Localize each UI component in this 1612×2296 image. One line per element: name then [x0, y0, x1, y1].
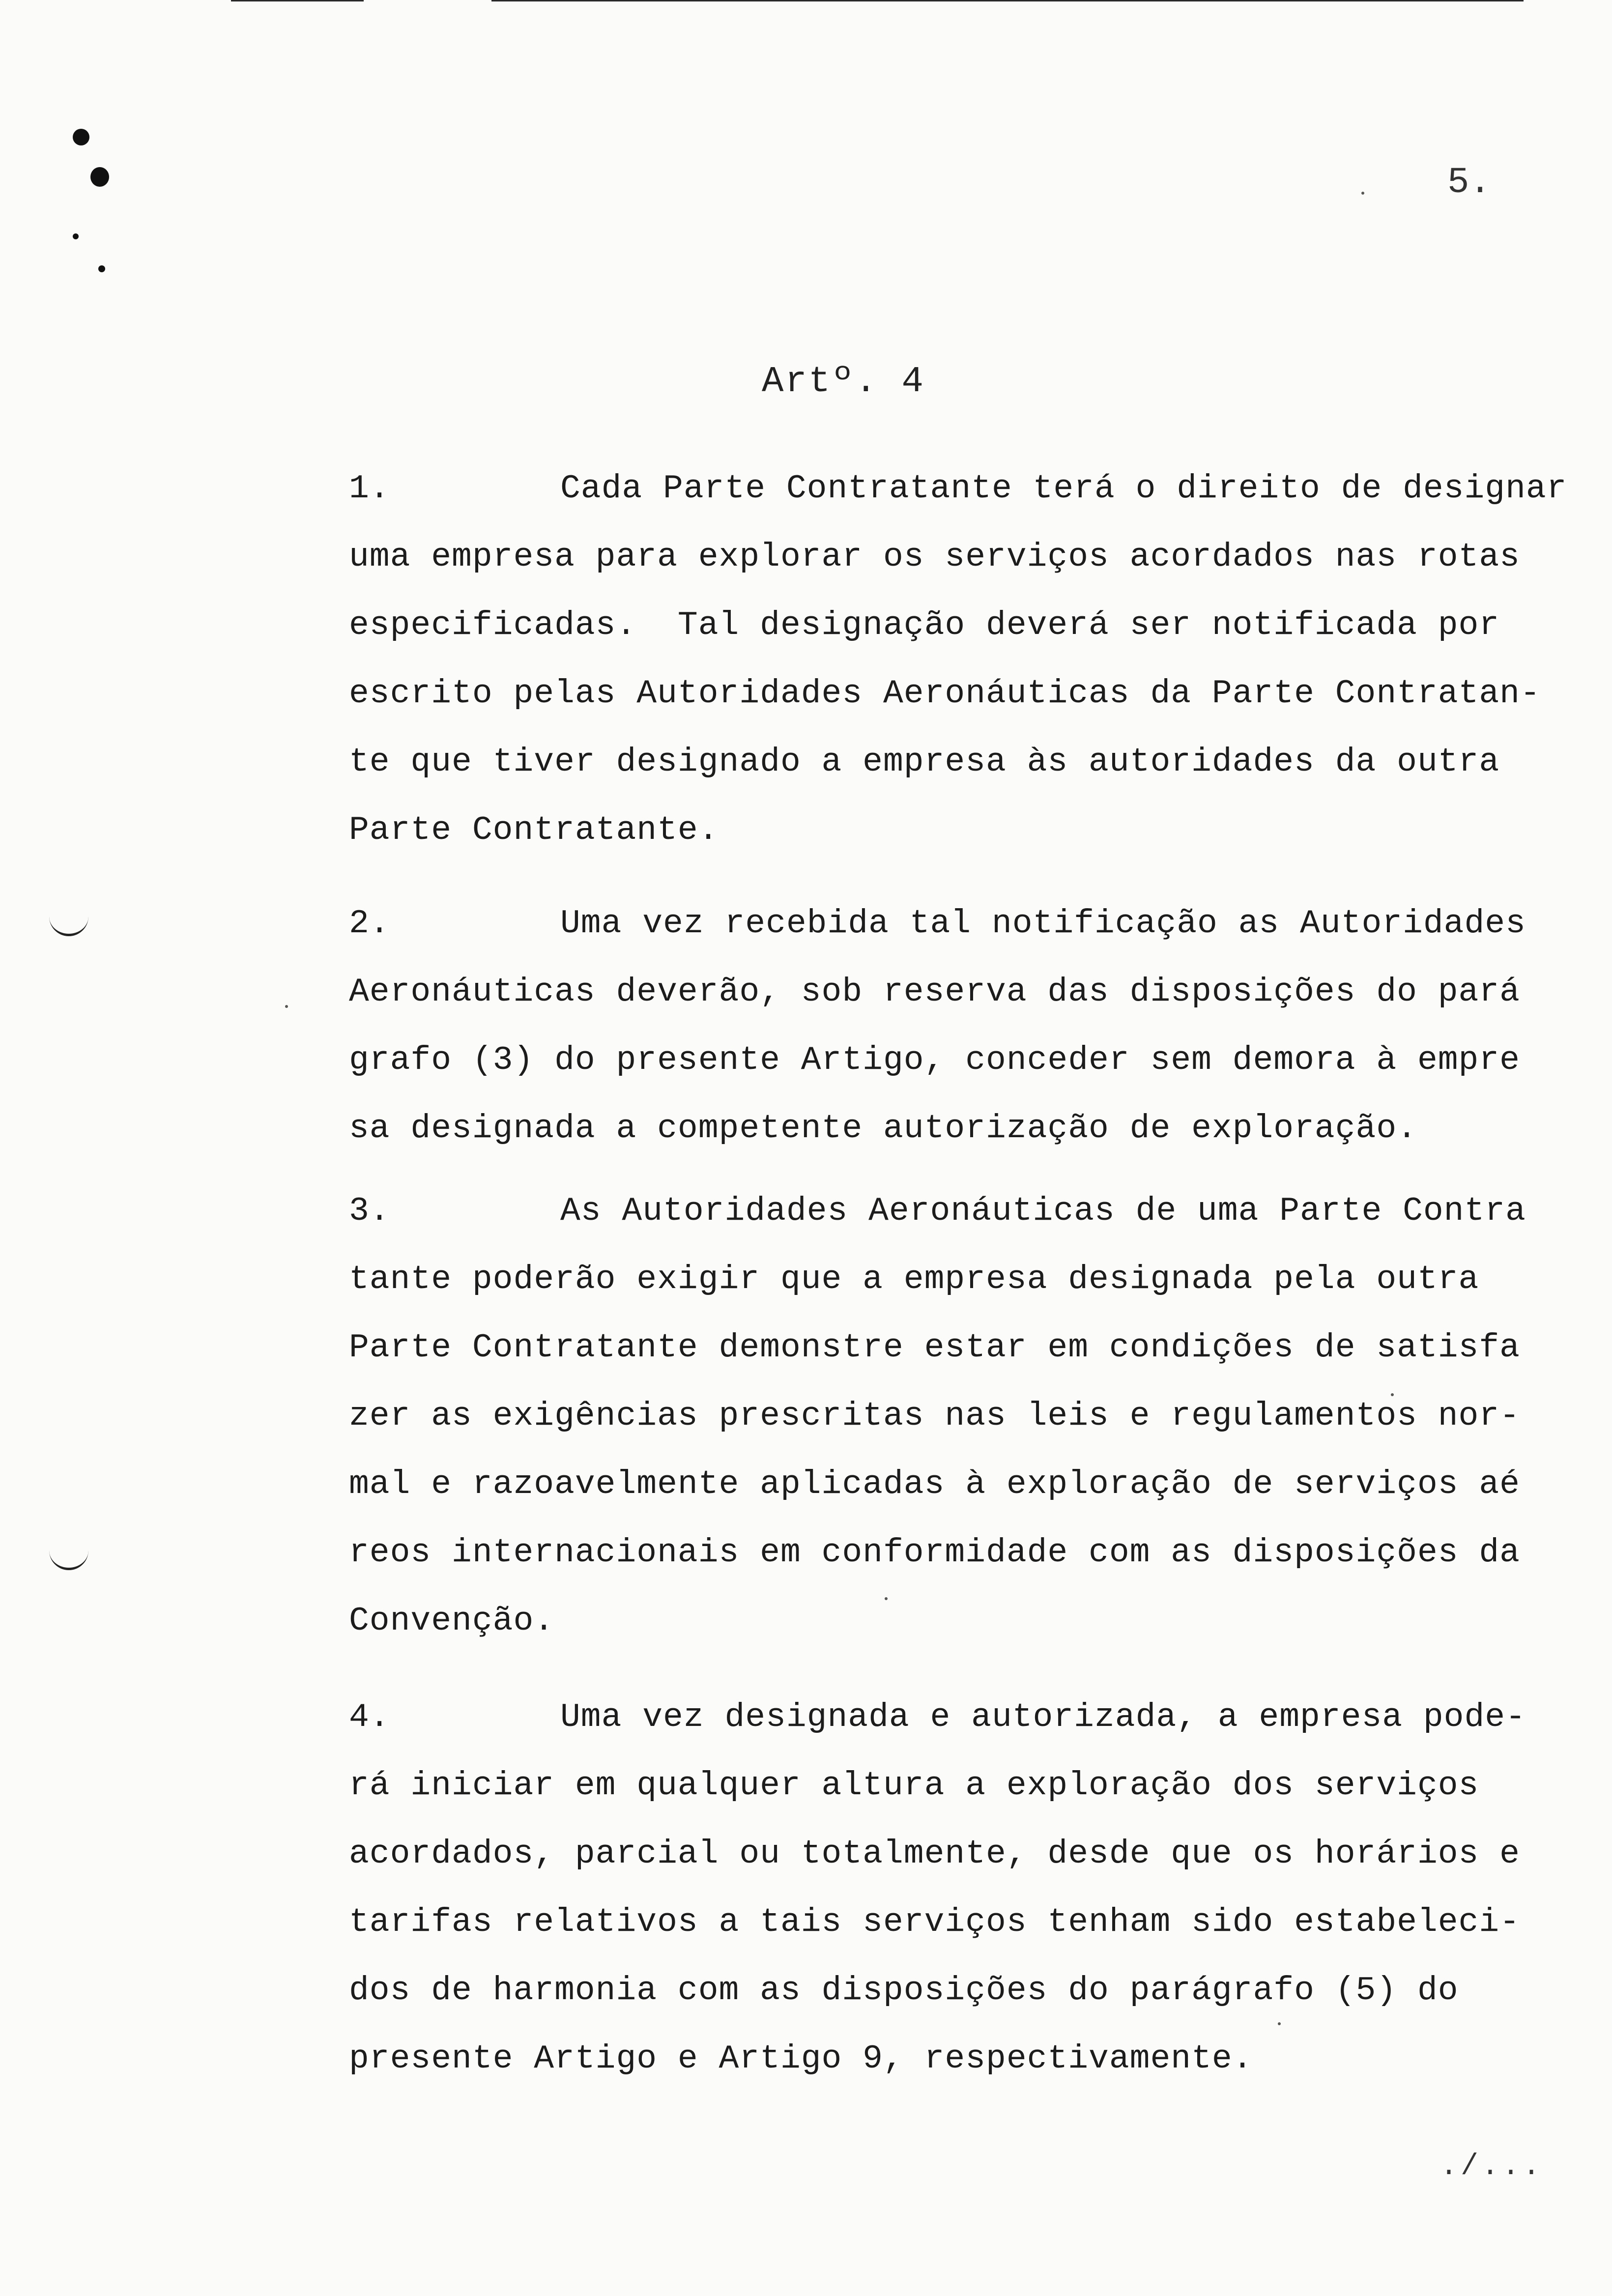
paragraph-line: te que tiver designado a empresa às autoridades da outra: [349, 743, 1500, 781]
top-edge-rule: [491, 0, 1524, 1]
page-number: 5.: [1447, 162, 1491, 203]
paragraph-line: [349, 1177, 1592, 1245]
paragraph-number: 1.: [349, 470, 390, 508]
paragraph-number: 3.: [349, 1192, 390, 1230]
paragraph-line: grafo (3) do presente Artigo, conceder sem demora à empre: [349, 1041, 1520, 1079]
paragraph-text: Uma vez designada e autorizada, a empresa pode-: [560, 1698, 1526, 1736]
paragraph-line: mal e razoavelmente aplicadas à exploração de serviços aé: [349, 1465, 1520, 1503]
paper-speck: [1361, 192, 1364, 195]
paragraph-line: tante poderão exigir que a empresa designada pela outra: [349, 1261, 1479, 1298]
paragraph-line: sa designada a competente autorização de exploração.: [349, 1110, 1417, 1148]
margin-mark: [49, 1548, 88, 1570]
paragraph-line: dos de harmonia com as disposições do parágrafo (5) do: [349, 1972, 1459, 2009]
punch-hole: [73, 233, 79, 239]
paragraph-text: Uma vez recebida tal notificação as Autoridades: [560, 905, 1526, 943]
paragraph-number: 2.: [349, 905, 390, 943]
continuation-mark: ./...: [1440, 2150, 1544, 2183]
article-heading: Artº. 4: [762, 361, 925, 402]
paragraph-line: zer as exigências prescritas nas leis e regulamentos nor-: [349, 1397, 1520, 1435]
paragraph-4: [349, 1683, 1592, 2093]
top-edge-rule: [231, 0, 364, 1]
paragraph-2: [349, 890, 1592, 1163]
paragraph-1: [349, 455, 1592, 864]
paragraph-line: tarifas relativos a tais serviços tenham sido estabeleci-: [349, 1903, 1520, 1941]
paragraph-line: Parte Contratante demonstre estar em condições de satisfa: [349, 1329, 1520, 1367]
punch-hole: [90, 167, 109, 187]
paragraph-line: [349, 890, 1592, 958]
margin-mark: [49, 914, 88, 936]
paragraph-line: [349, 1683, 1592, 1751]
paragraph-3: [349, 1177, 1592, 1655]
paragraph-line: rá iniciar em qualquer altura a exploração dos serviços: [349, 1767, 1479, 1805]
paragraph-line: Convenção.: [349, 1602, 555, 1640]
paragraph-text: As Autoridades Aeronáuticas de uma Parte Contra: [560, 1192, 1526, 1230]
paragraph-line: uma empresa para explorar os serviços acordados nas rotas: [349, 538, 1520, 576]
paper-speck: [285, 1005, 288, 1008]
paragraph-number: 4.: [349, 1698, 390, 1736]
punch-hole: [98, 265, 105, 272]
paragraph-line: reos internacionais em conformidade com as disposições da: [349, 1534, 1520, 1572]
paragraph-line: especificadas. Tal designação deverá ser notificada por: [349, 606, 1500, 644]
paragraph-text: Cada Parte Contratante terá o direito de designar: [560, 470, 1567, 508]
paragraph-line: [349, 455, 1592, 523]
paragraph-line: escrito pelas Autoridades Aeronáuticas da Parte Contratan-: [349, 675, 1541, 713]
paragraph-line: Aeronáuticas deverão, sob reserva das disposições do pará: [349, 973, 1520, 1011]
paragraph-line: presente Artigo e Artigo 9, respectivamente.: [349, 2040, 1253, 2078]
paragraph-line: acordados, parcial ou totalmente, desde que os horários e: [349, 1835, 1520, 1873]
paragraph-line: Parte Contratante.: [349, 811, 719, 849]
punch-hole: [73, 129, 89, 145]
